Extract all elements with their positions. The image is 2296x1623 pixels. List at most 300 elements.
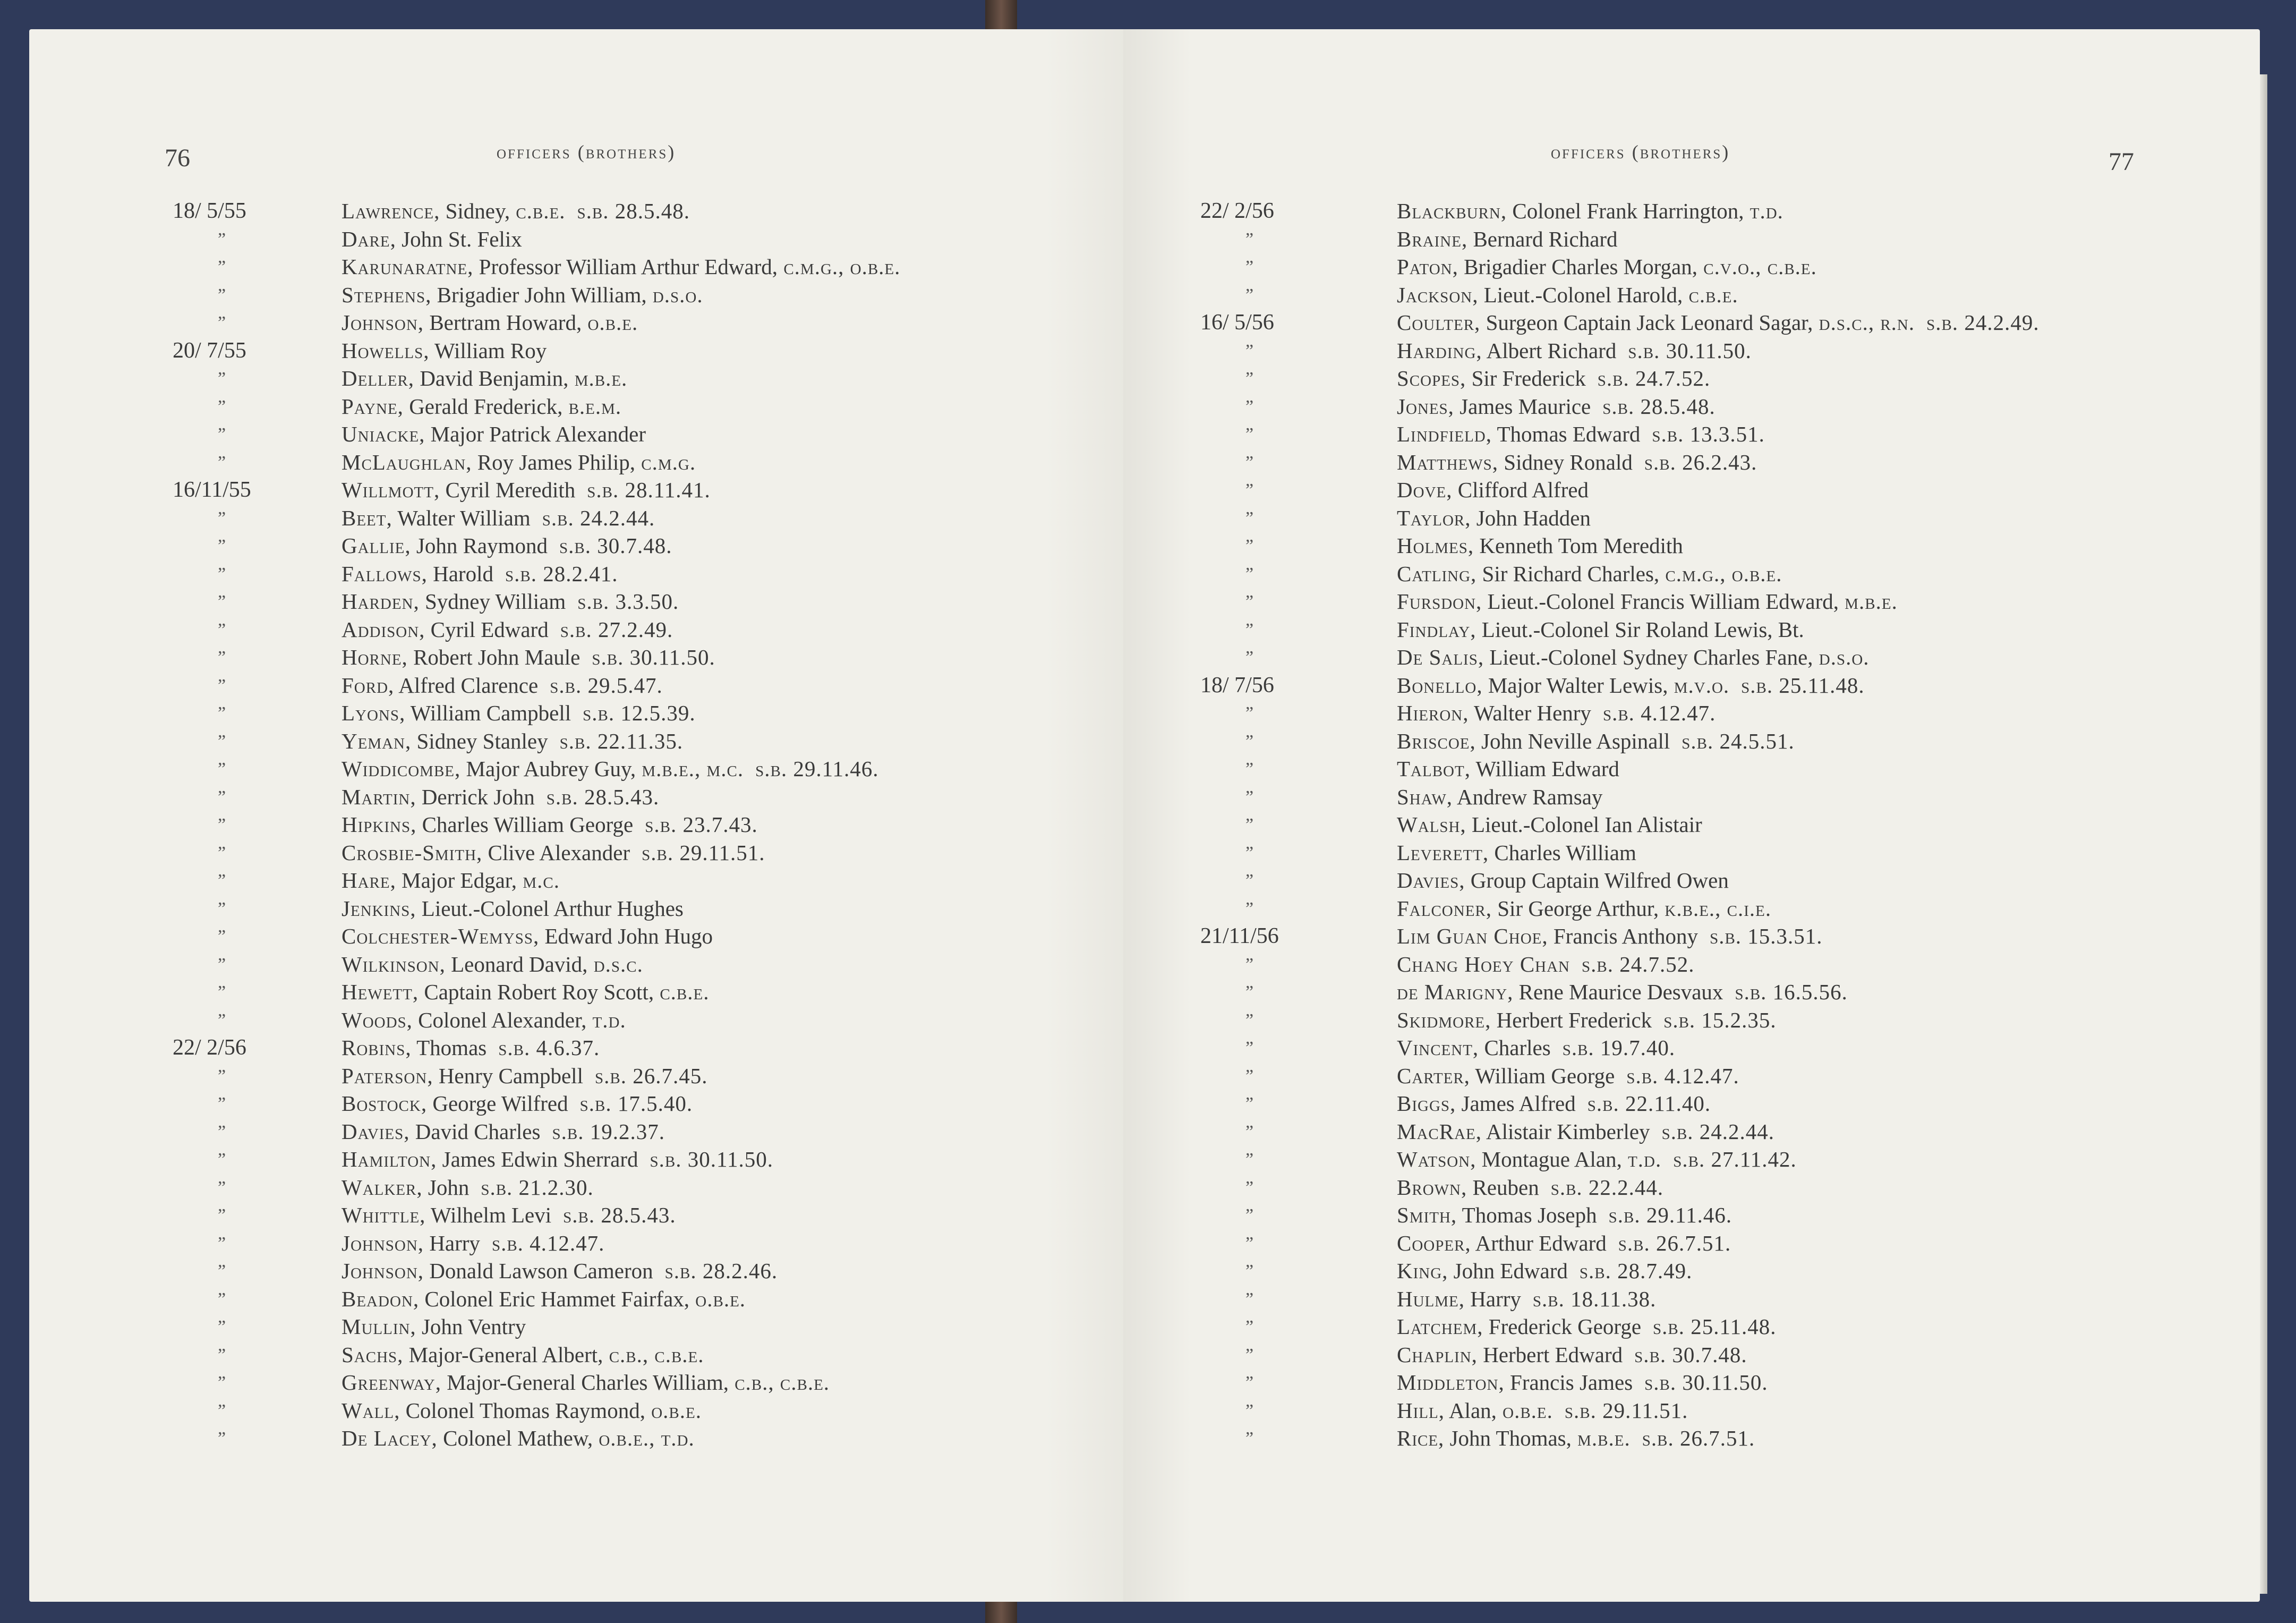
entry-name [1397,1091,1711,1116]
entry-given-names: Lieut.-Colonel Arthur Hughes [416,896,684,921]
entry-name [1397,700,1715,726]
list-item [1200,812,2257,840]
entry-surname: Briscoe, [1397,728,1476,753]
entry-name [1397,756,1619,781]
entry-given-names: Cyril Meredith [440,478,576,502]
list-item [173,784,1129,812]
entry-given-names: David Benjamin, [414,366,569,390]
entry-sb-date: s.b. 21.2.30. [481,1175,594,1200]
entry-sb-date: s.b. 26.7.45. [594,1063,708,1088]
ditto-mark: ” [1245,787,1254,807]
entry-surname: Willmott, [342,478,440,502]
ditto-mark: ” [1245,592,1254,611]
entry-surname: Hipkins, [342,812,417,837]
entry-given-names: Alan, [1444,1398,1497,1423]
entry-given-names: Bernard Richard [1467,226,1618,251]
ditto-mark: ” [218,759,226,779]
entry-surname: Talbot, [1397,757,1471,781]
list-item [173,700,1129,728]
entry-sb-date: s.b. 28.2.46. [664,1259,778,1283]
entry-surname: Addison, [342,617,425,642]
entry-given-names: Colonel Eric Hammet Fairfax, [419,1286,690,1311]
list-item [1200,1398,2257,1426]
entry-name [342,1370,830,1395]
entry-given-names: Major-General Charles William, [441,1370,729,1395]
entry-name [1397,421,1765,447]
left-page [29,29,1134,1602]
list-item [173,505,1129,533]
entry-given-names: Derrick John [416,784,535,809]
list-item [173,477,1129,505]
entry-name [1397,896,1771,921]
entry-surname: Woods, [342,1007,413,1032]
entry-given-names: James Maurice [1454,394,1591,419]
entry-given-names: Surgeon Captain Jack Leonard Sagar, [1480,310,1813,335]
entry-surname: Martin, [342,784,416,809]
entry-given-names: Cyril Edward [425,617,549,642]
entry-surname: Ford, [342,673,395,698]
list-item [1200,1146,2257,1175]
entry-name [342,449,696,475]
entry-honours: c.b., c.b.e. [603,1342,704,1367]
entry-surname: Fursdon, [1397,589,1482,614]
list-item [173,366,1129,394]
entry-surname: Hewett, [342,980,419,1004]
list-item [1200,756,2257,784]
ditto-mark: ” [218,592,226,611]
ditto-mark: ” [1245,564,1254,584]
entry-surname: Coulter, [1397,310,1481,335]
ditto-mark: ” [218,815,226,835]
entry-surname: Harden, [342,589,420,614]
list-item [1200,477,2257,505]
list-item [1200,226,2257,254]
entry-surname: Jackson, [1397,282,1479,307]
ditto-mark: ” [1245,1205,1254,1225]
ditto-mark: ” [1245,815,1254,835]
list-item [1200,1202,2257,1230]
entry-surname: Skidmore, [1397,1007,1491,1032]
entry-sb-date: s.b. 24.7.52. [1582,951,1695,976]
entry-surname: McLaughlan, [342,449,472,474]
entry-given-names: William George [1470,1063,1615,1088]
entry-given-names: Walter Henry [1469,701,1591,725]
list-item [173,617,1129,645]
entry-given-names: Colonel Alexander, [412,1007,587,1032]
entry-date: 22/ 2/56 [173,1035,246,1060]
entry-given-names: Harold [427,561,493,586]
entry-given-names: Thomas Joseph [1457,1203,1597,1227]
entry-given-names: Roy James Philip, [472,449,635,474]
list-item [1200,1370,2257,1398]
entry-name [1397,366,1710,391]
entry-given-names: Arthur Edward [1471,1230,1607,1255]
entry-surname: Jones, [1397,394,1454,419]
entry-name [1397,561,1782,587]
entry-sb-date: s.b. 4.6.37. [498,1035,600,1060]
list-item [173,1175,1129,1203]
entry-date: 20/ 7/55 [173,338,246,363]
entry-sb-date: s.b. 28.5.43. [546,784,660,809]
entry-surname: Johnson, [342,1259,424,1283]
entry-given-names: Sidney Stanley [411,728,548,753]
entry-surname: Wall, [342,1398,400,1423]
list-item [1200,1175,2257,1203]
entry-sb-date: s.b. 28.2.41. [505,561,618,586]
entry-surname: Carter, [1397,1063,1470,1088]
entry-surname: Jenkins, [342,896,416,921]
ditto-mark: ” [218,1233,226,1253]
entry-surname: Latchem, [1397,1314,1483,1339]
ditto-mark: ” [1245,285,1254,305]
entry-given-names: Thomas Edward [1492,422,1641,446]
entry-name [1397,1007,1777,1033]
entry-name [1397,310,2039,335]
entry-surname: Widdicombe, [342,757,461,781]
entry-surname: de Marigny, [1397,980,1514,1004]
entry-name [1397,868,1729,893]
entry-name [342,1230,604,1256]
entry-name [342,1146,773,1172]
list-item [1200,1342,2257,1370]
entry-surname: Brown, [1397,1175,1467,1200]
entry-date: 22/ 2/56 [1200,199,1274,223]
entry-surname: Biggs, [1397,1091,1456,1116]
entry-sb-date: s.b. 26.7.51. [1618,1230,1731,1255]
entry-name [342,310,638,335]
entry-name [342,812,758,837]
entry-sb-date: s.b. 30.11.50. [1644,1370,1768,1395]
ditto-mark: ” [218,871,226,890]
ditto-mark: ” [1245,1345,1254,1365]
ditto-mark: ” [218,648,226,667]
entry-surname: Wilkinson, [342,951,446,976]
entry-given-names: Montague Alan, [1476,1147,1622,1171]
entry-name [342,1398,702,1423]
entry-given-names: Andrew Ramsay [1453,784,1603,809]
entry-name [1397,979,1848,1005]
ditto-mark: ” [1245,257,1254,277]
entry-date: 21/11/56 [1200,924,1279,948]
right-page [1123,29,2260,1602]
entry-honours: c.m.g. [635,449,696,474]
entry-name [1397,1175,1663,1200]
entry-sb-date: s.b. 24.5.51. [1682,728,1795,753]
ditto-mark: ” [1245,619,1254,640]
entry-honours: c.m.g., o.b.e. [1659,561,1782,586]
entry-name [342,728,683,754]
list-item [173,394,1129,422]
entry-name [342,421,646,447]
entry-name [1397,1425,1755,1451]
ditto-mark: ” [218,1150,226,1169]
entry-given-names: Charles [1479,1035,1551,1060]
entry-sb-date: s.b. 25.11.48. [1741,673,1865,698]
list-item [173,1286,1129,1314]
entry-given-names: Major-General Albert, [403,1342,603,1367]
entry-given-names: Captain Robert Roy Scott, [419,980,654,1004]
ditto-mark: ” [1245,954,1254,974]
ditto-mark: ” [1245,648,1254,667]
entry-sb-date: s.b. 30.11.50. [592,645,715,669]
entry-surname: Hamilton, [342,1147,437,1171]
entry-surname: Lawrence, [342,199,440,223]
entry-given-names: Harry [1465,1286,1521,1311]
entry-name [342,700,696,726]
entry-sb-date: s.b. 22.11.40. [1587,1091,1711,1116]
list-item [173,1230,1129,1259]
ditto-mark: ” [218,1400,226,1421]
entry-name [1397,1258,1692,1284]
entry-given-names: Donald Lawson Cameron [424,1259,653,1283]
entry-given-names: Robert John Maule [407,645,581,669]
entry-honours: d.s.o. [1813,645,1870,669]
ditto-mark: ” [1245,1261,1254,1281]
list-item [1200,533,2257,561]
entry-sb-date: s.b. 19.7.40. [1562,1035,1676,1060]
entry-given-names: Henry Campbell [433,1063,583,1088]
entry-name [342,644,715,670]
entry-surname: Dove, [1397,478,1453,502]
entry-name [1397,1119,1774,1144]
entry-surname: Holmes, [1397,533,1474,558]
list-item [173,561,1129,589]
list-item [173,421,1129,449]
entry-given-names: Rene Maurice Desvaux [1513,980,1723,1004]
entry-surname: Johnson, [342,1230,424,1255]
entry-given-names: David Charles [409,1119,541,1144]
entry-given-names: John Thomas, [1444,1426,1572,1450]
entry-surname: Lindfield, [1397,422,1492,446]
entry-given-names: Sir Frederick [1466,366,1586,390]
ditto-mark: ” [1245,731,1254,751]
entry-given-names: Sydney William [419,589,566,614]
entry-name [342,226,522,252]
entry-given-names: Albert Richard [1482,338,1617,363]
entry-honours: c.b.e. [510,199,566,223]
entry-name [1397,673,1865,698]
entry-given-names: Sidney Ronald [1498,449,1633,474]
entry-name [342,1425,695,1451]
list-item [1200,421,2257,449]
entry-surname: Colchester-Wemyss, [342,924,540,948]
entry-name [342,338,547,363]
entry-name [342,561,618,587]
list-item [1200,868,2257,896]
list-item [173,1091,1129,1119]
ditto-mark: ” [1245,1289,1254,1309]
entry-date: 16/ 5/56 [1200,310,1274,335]
list-item [173,1398,1129,1426]
entry-sb-date: s.b. 25.11.48. [1653,1314,1777,1339]
ditto-mark: ” [1245,424,1254,444]
entry-sb-date: s.b. 30.11.50. [1628,338,1752,363]
entry-sb-date: s.b. 28.11.41. [587,478,711,502]
list-item [173,1202,1129,1230]
entry-name [1397,923,1823,949]
ditto-mark: ” [1245,1010,1254,1030]
entry-name [342,1063,707,1089]
entry-honours: m.v.o. [1668,673,1730,698]
ditto-mark: ” [1245,1121,1254,1142]
entry-honours: m.b.e. [1838,589,1898,614]
entry-given-names: William Edward [1470,757,1619,781]
ditto-mark: ” [218,285,226,305]
ditto-mark: ” [218,564,226,584]
list-item [1200,1035,2257,1063]
entry-sb-date: s.b. 22.11.35. [559,728,684,753]
entry-given-names: Alfred Clarence [394,673,539,698]
entry-surname: Bonello, [1397,673,1483,698]
list-item [1200,394,2257,422]
entry-name [1397,617,1804,642]
ditto-mark: ” [1245,759,1254,779]
ditto-mark: ” [1245,396,1254,417]
entry-honours: c.b.e. [1683,282,1738,307]
entry-honours: m.b.e., m.c. [636,757,744,781]
list-item [173,1063,1129,1091]
entry-given-names: Lieut.-Colonel Harold, [1478,282,1683,307]
list-item [1200,505,2257,533]
ditto-mark: ” [218,229,226,249]
entry-sb-date: s.b. 19.2.37. [552,1119,665,1144]
entry-surname: Karunaratne, [342,254,474,279]
entry-sb-date: s.b. 28.7.49. [1579,1259,1693,1283]
ditto-mark: ” [1245,1177,1254,1197]
entry-name [1397,1398,1688,1423]
list-item [1200,561,2257,589]
entry-given-names: Wilhelm Levi [425,1203,552,1227]
entry-honours: o.b.e., t.d. [593,1426,695,1450]
list-item [1200,923,2257,951]
list-item [1200,617,2257,645]
entry-name [342,756,879,781]
entry-honours: m.b.e. [1571,1426,1631,1450]
entry-surname: Bostock, [342,1091,428,1116]
entry-surname: Deller, [342,366,415,390]
list-item [173,756,1129,784]
entry-name [342,1286,746,1312]
entry-honours: o.b.e. [582,310,638,335]
entry-honours: o.b.e. [689,1286,746,1311]
entry-given-names: Professor William Arthur Edward, [473,254,778,279]
entry-name [342,394,621,419]
entry-given-names: Sir George Arthur, [1492,896,1659,921]
entry-given-names: Group Captain Wilfred Owen [1465,868,1729,893]
entry-name [342,979,710,1005]
entry-given-names: Major Patrick Alexander [425,422,646,446]
list-item [1200,951,2257,980]
entry-honours: c.m.g., o.b.e. [778,254,901,279]
entry-name [342,1091,693,1116]
entry-surname: Mullin, [342,1314,416,1339]
list-item [1200,673,2257,701]
ditto-mark: ” [218,1177,226,1197]
entry-name [1397,198,1783,224]
list-item [1200,1091,2257,1119]
entry-name [1397,1146,1797,1172]
ditto-mark: ” [218,731,226,751]
ditto-mark: ” [218,1345,226,1365]
entry-surname: Falconer, [1397,896,1492,921]
entry-sb-date: s.b. 16.5.56. [1735,980,1848,1004]
list-item [173,338,1129,366]
list-item [1200,1063,2257,1091]
entry-honours: d.s.o. [646,282,703,307]
entry-given-names: Walter William [392,505,531,530]
list-item [1200,896,2257,924]
entry-honours: t.d. [1744,199,1783,223]
list-item [1200,1119,2257,1147]
entry-surname: King, [1397,1259,1448,1283]
list-item [1200,644,2257,673]
entry-surname: Payne, [342,394,404,419]
list-item [173,728,1129,757]
list-item [1200,282,2257,310]
entry-name [1397,784,1602,810]
entry-surname: De Salis, [1397,645,1484,669]
entry-surname: Greenway, [342,1370,441,1395]
ditto-mark: ” [1245,1429,1254,1448]
entry-sb-date: s.b. 15.2.35. [1663,1007,1777,1032]
right-entry-list [1200,198,2257,1454]
ditto-mark: ” [1245,480,1254,500]
list-item [1200,589,2257,617]
left-entry-list [173,198,1129,1454]
list-item [1200,979,2257,1007]
list-item [1200,254,2257,282]
ditto-mark: ” [1245,1038,1254,1058]
ditto-mark: ” [218,787,226,807]
entry-given-names: Major Edgar, [396,868,517,893]
entry-given-names: James Alfred [1456,1091,1576,1116]
entry-honours: c.v.o., c.b.e. [1697,254,1817,279]
entry-surname: Johnson, [342,310,424,335]
entry-sb-date: s.b. 24.2.44. [1661,1119,1775,1144]
entry-sb-date: s.b. 4.12.47. [1626,1063,1739,1088]
entry-name [342,1119,665,1144]
list-item [1200,700,2257,728]
entry-name [342,477,711,503]
entry-name [1397,1202,1732,1228]
entry-name [342,254,900,279]
entry-sb-date: s.b. 30.11.50. [650,1147,773,1171]
entry-surname: Dare, [342,226,396,251]
ditto-mark: ” [218,1121,226,1142]
entry-name [1397,338,1752,363]
list-item [173,896,1129,924]
ditto-mark: ” [1245,1150,1254,1169]
ditto-mark: ” [218,1373,226,1392]
entry-name [342,366,627,391]
entry-name [1397,1035,1675,1060]
entry-given-names: Lieut.-Colonel Sir Roland Lewis, Bt. [1476,617,1804,642]
entry-surname: Middleton, [1397,1370,1505,1395]
list-item [1200,840,2257,868]
entry-name [342,1175,594,1200]
entry-name [1397,1314,1777,1339]
ditto-mark: ” [1245,898,1254,919]
entry-surname: Walsh, [1397,812,1466,837]
list-item [173,254,1129,282]
list-item [1200,366,2257,394]
entry-given-names: Clive Alexander [482,840,630,865]
list-item [173,840,1129,868]
entry-given-names: John Ventry [416,1314,526,1339]
entry-name [1397,644,1870,670]
list-item [173,868,1129,896]
ditto-mark: ” [218,452,226,472]
